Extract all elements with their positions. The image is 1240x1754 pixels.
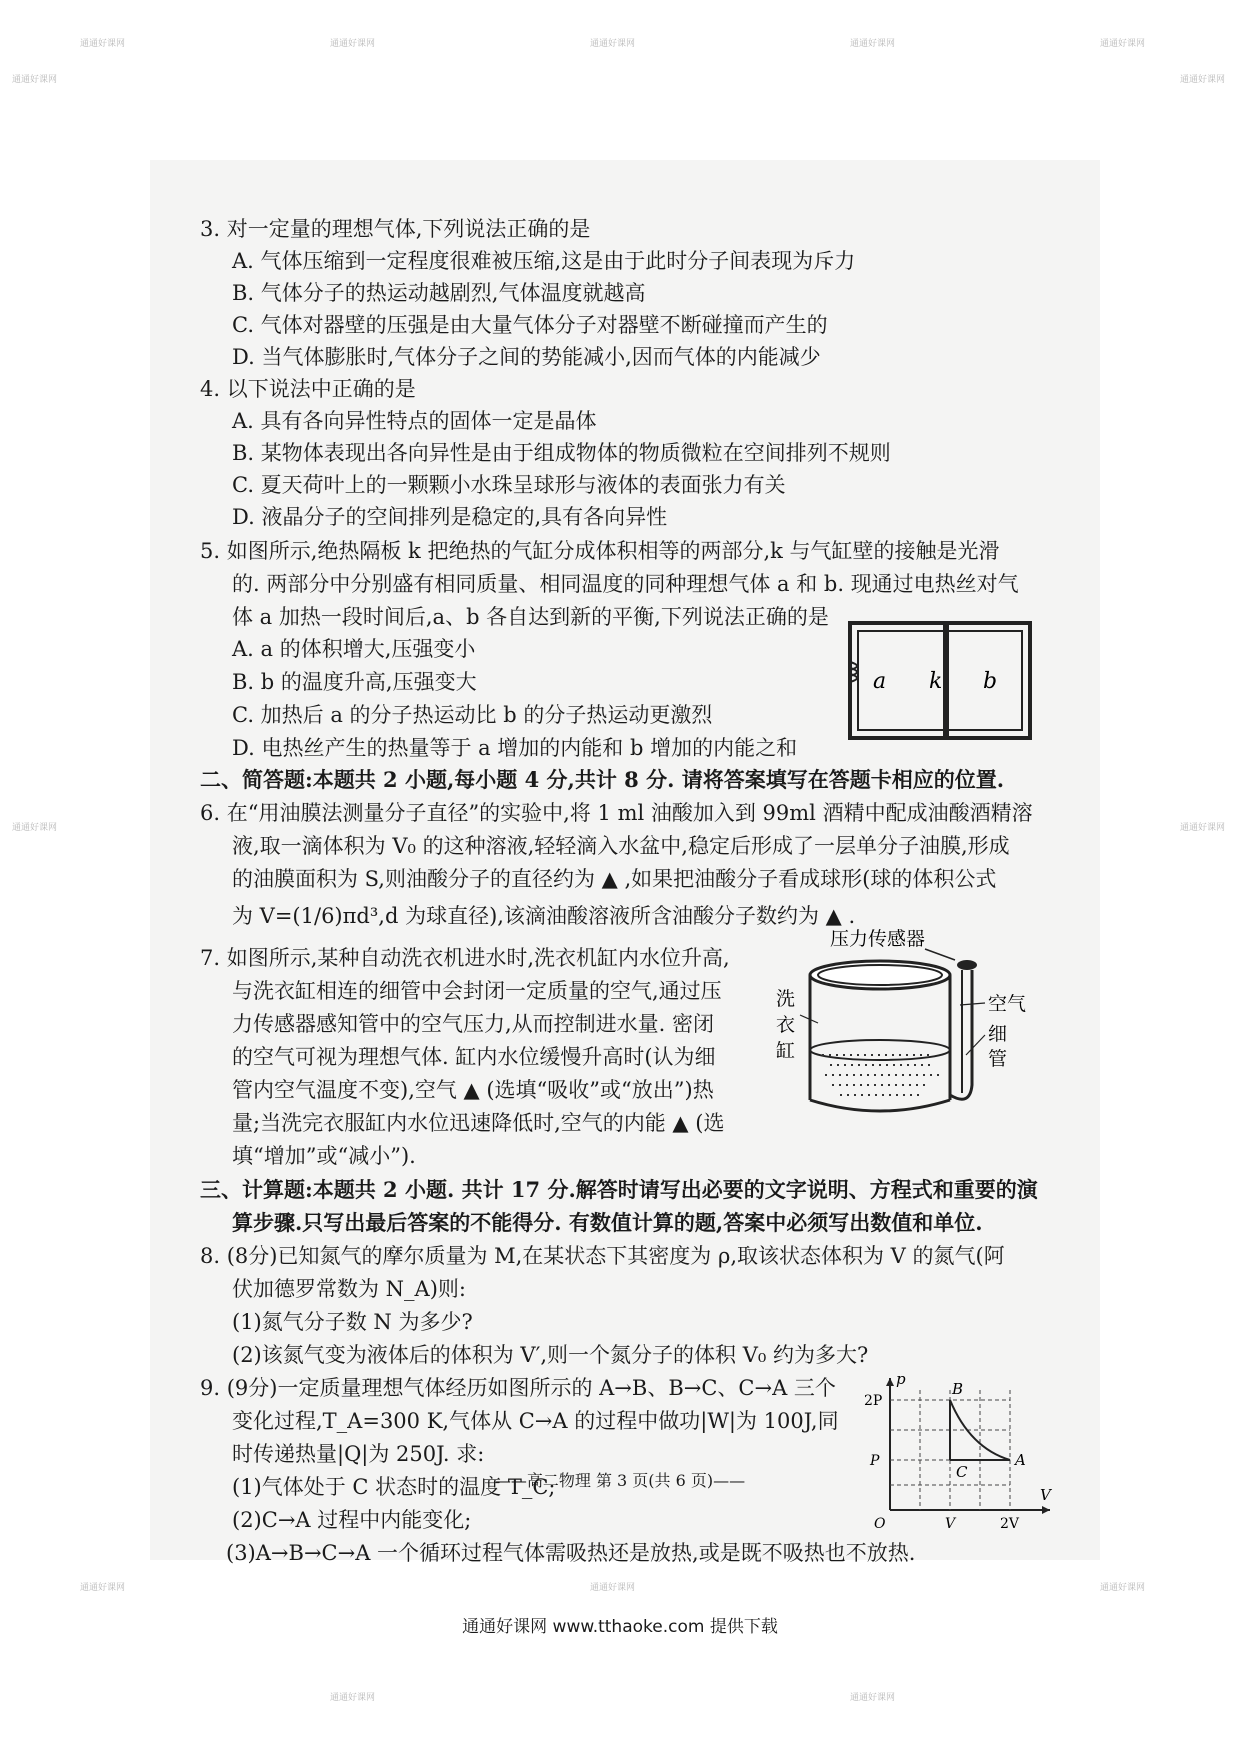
watermark: 通通好课网	[12, 75, 58, 85]
tick-v: V	[945, 1516, 956, 1530]
tube-label: 管	[988, 1048, 1008, 1070]
question-7-text: 与洗衣缸相连的细管中会封闭一定质量的空气,通过压	[232, 979, 722, 1003]
site-footer: 通通好课网 www.tthaoke.com 提供下载	[462, 1617, 778, 1637]
question-4-stem: 4. 以下说法中正确的是	[200, 377, 416, 401]
section-3-heading: 算步骤.只写出最后答案的不能得分. 有数值计算的题,答案中必须写出数值和单位.	[232, 1210, 983, 1235]
question-4-option: A. 具有各向异性特点的固体一定是晶体	[232, 409, 597, 433]
question-5-option: C. 加热后 a 的分子热运动比 b 的分子热运动更激烈	[232, 703, 713, 727]
watermark: 通通好课网	[330, 39, 376, 49]
tick-2p: 2P	[864, 1393, 883, 1409]
pv-diagram	[860, 1370, 1060, 1530]
question-3-option: B. 气体分子的热运动越剧烈,气体温度就越高	[232, 281, 646, 305]
gas-b-label: b	[983, 669, 998, 694]
watermark: 通通好课网	[80, 39, 126, 49]
watermark: 通通好课网	[330, 1693, 376, 1703]
question-8-text: 伏加德罗常数为 N_A)则:	[232, 1277, 466, 1301]
tick-2v: 2V	[1000, 1516, 1020, 1530]
watermark: 通通好课网	[12, 823, 58, 833]
watermark: 通通好课网	[590, 1583, 636, 1593]
question-3-option: C. 气体对器壁的压强是由大量气体分子对器壁不断碰撞而产生的	[232, 313, 828, 337]
question-8-text: (1)氮气分子数 N 为多少?	[232, 1310, 473, 1334]
question-8-text: 8. (8分)已知氮气的摩尔质量为 M,在某状态下其密度为 ρ,取该状态体积为 V 的氮气(阿	[200, 1244, 1005, 1268]
cylinder-figure	[845, 618, 1040, 748]
washing-machine-figure	[770, 925, 1040, 1125]
watermark: 通通好课网	[80, 1583, 126, 1593]
question-3-stem: 3. 对一定量的理想气体,下列说法正确的是	[200, 217, 591, 241]
question-3-option: A. 气体压缩到一定程度很难被压缩,这是由于此时分子间表现为斥力	[232, 249, 856, 273]
tank-label: 缸	[776, 1040, 796, 1062]
question-5-option: B. b 的温度升高,压强变大	[232, 670, 477, 694]
point-a-label: A	[1015, 1451, 1026, 1469]
point-b-label: B	[952, 1380, 964, 1398]
question-6-text: 的油膜面积为 S,则油酸分子的直径约为 ▲ ,如果把油酸分子看成球形(球的体积公式	[232, 867, 997, 891]
tick-p: P	[870, 1453, 880, 1469]
question-6-text: 6. 在“用油膜法测量分子直径”的实验中,将 1 ml 油酸加入到 99ml 酒精中配成油酸酒精溶	[200, 801, 1033, 825]
point-c-label: C	[956, 1463, 968, 1481]
question-9-text: 时传递热量|Q|为 250J. 求:	[232, 1442, 485, 1466]
pressure-sensor-label: 压力传感器	[830, 928, 926, 950]
question-5-stem: 的. 两部分中分别盛有相同质量、相同温度的同种理想气体 a 和 b. 现通过电热丝对气	[232, 572, 1019, 596]
question-6-text: 液,取一滴体积为 V₀ 的这种溶液,轻轻滴入水盆中,稳定后形成了一层单分子油膜,形成	[232, 834, 1010, 858]
question-3-option: D. 当气体膨胀时,气体分子之间的势能减小,因而气体的内能减少	[232, 345, 821, 369]
air-label: 空气	[988, 993, 1027, 1015]
watermark: 通通好课网	[850, 39, 896, 49]
question-5-stem: 体 a 加热一段时间后,a、b 各自达到新的平衡,下列说法正确的是	[232, 605, 829, 629]
question-9-text: (1)气体处于 C 状态时的温度 T_C;	[232, 1475, 556, 1499]
question-9-text: 9. (9分)一定质量理想气体经历如图所示的 A→B、B→C、C→A 三个	[200, 1376, 836, 1400]
question-7-text: 7. 如图所示,某种自动洗衣机进水时,洗衣机缸内水位升高,	[200, 946, 730, 970]
section-2-heading: 二、简答题:本题共 2 小题,每小题 4 分,共计 8 分. 请将答案填写在答题卡相应的位置.	[200, 767, 1005, 792]
tank-label: 衣	[776, 1014, 796, 1036]
question-7-text: 的空气可视为理想气体. 缸内水位缓慢升高时(认为细	[232, 1045, 716, 1069]
watermark: 通通好课网	[850, 1693, 896, 1703]
watermark: 通通好课网	[1180, 75, 1226, 85]
question-9-text: 变化过程,T_A=300 K,气体从 C→A 的过程中做功|W|为 100J,同	[232, 1409, 839, 1433]
v-axis-label: V	[1040, 1486, 1051, 1504]
question-9-text: (3)A→B→C→A 一个循环过程气体需吸热还是放热,或是既不吸热也不放热.	[226, 1541, 916, 1565]
question-4-option: D. 液晶分子的空间排列是稳定的,具有各向异性	[232, 505, 668, 529]
question-5-option: A. a 的体积增大,压强变小	[232, 637, 476, 661]
gas-a-label: a	[873, 669, 887, 694]
question-4-option: B. 某物体表现出各向异性是由于组成物体的物质微粒在空间排列不规则	[232, 441, 891, 465]
question-7-text: 管内空气温度不变),空气 ▲ (选填“吸收”或“放出”)热	[232, 1078, 714, 1102]
partition-k-label: k	[929, 669, 943, 694]
watermark: 通通好课网	[590, 39, 636, 49]
question-8-text: (2)该氮气变为液体后的体积为 V′,则一个氮分子的体积 V₀ 约为多大?	[232, 1343, 869, 1367]
origin-label: O	[874, 1516, 886, 1530]
tank-label: 洗	[776, 988, 796, 1010]
question-5-option: D. 电热丝产生的热量等于 a 增加的内能和 b 增加的内能之和	[232, 736, 798, 760]
p-axis-label: p	[896, 1370, 906, 1388]
tube-label: 细	[988, 1023, 1008, 1045]
question-7-text: 填“增加”或“减小”).	[232, 1144, 416, 1168]
question-9-text: (2)C→A 过程中内能变化;	[232, 1508, 472, 1532]
question-4-option: C. 夏天荷叶上的一颗颗小水珠呈球形与液体的表面张力有关	[232, 473, 786, 497]
question-5-stem: 5. 如图所示,绝热隔板 k 把绝热的气缸分成体积相等的两部分,k 与气缸壁的接触是光滑	[200, 539, 1000, 563]
page-footer: ——高二物理 第 3 页(共 6 页)——	[494, 1471, 746, 1490]
watermark: 通通好课网	[1100, 1583, 1146, 1593]
question-7-text: 量;当洗完衣服缸内水位迅速降低时,空气的内能 ▲ (选	[232, 1111, 725, 1135]
section-3-heading: 三、计算题:本题共 2 小题. 共计 17 分.解答时请写出必要的文字说明、方程式和重要的演	[200, 1177, 1038, 1202]
question-7-text: 力传感器感知管中的空气压力,从而控制进水量. 密闭	[232, 1012, 715, 1036]
watermark: 通通好课网	[1100, 39, 1146, 49]
watermark: 通通好课网	[1180, 823, 1226, 833]
question-6-text: 为 V=(1/6)πd³,d 为球直径),该滴油酸溶液所含油酸分子数约为 ▲ .	[232, 904, 856, 928]
